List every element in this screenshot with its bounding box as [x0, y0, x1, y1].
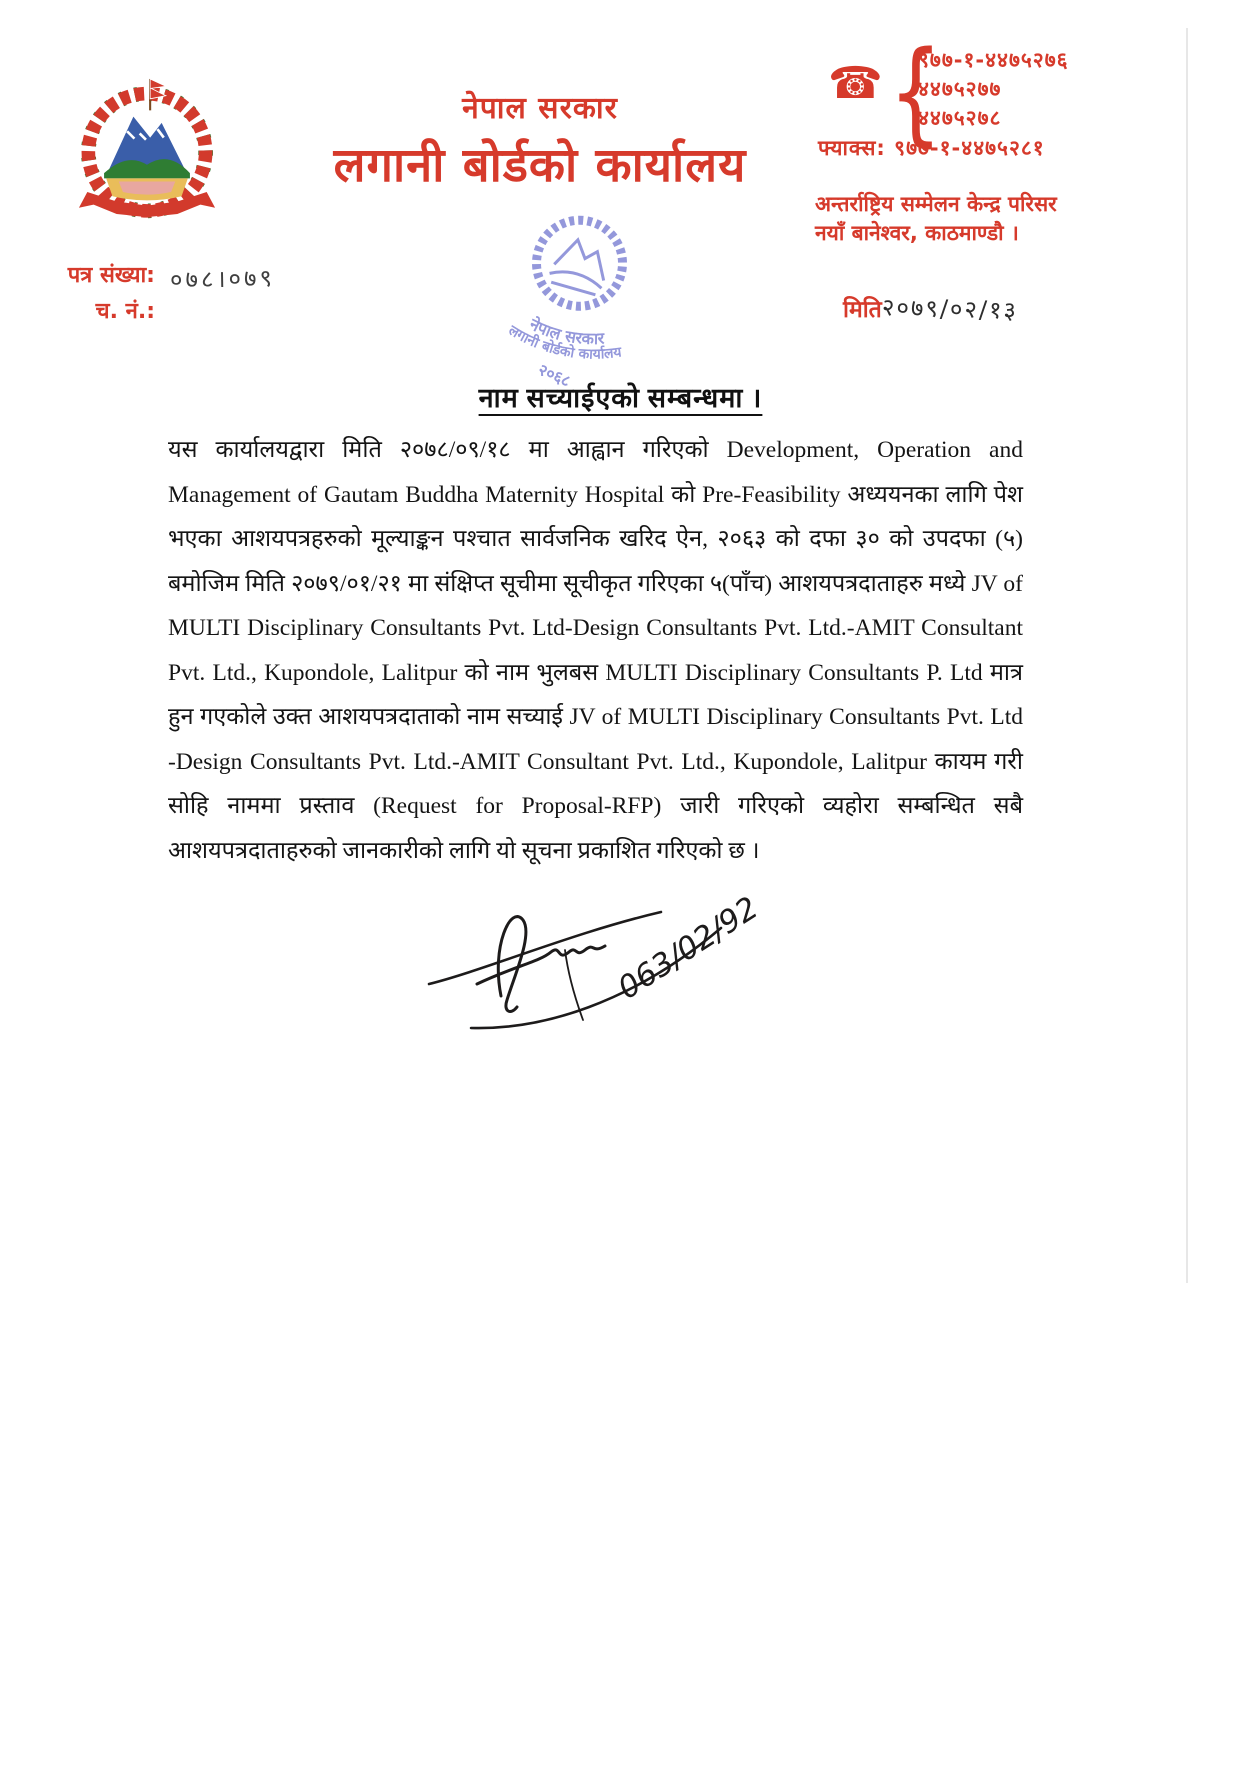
scan-artifact-line [1186, 28, 1188, 1283]
government-title: नेपाल सरकार [462, 91, 618, 126]
phone-number-1: ९७७-१-४४७५२७६ [918, 48, 1069, 72]
svg-text:लगानी बोर्डको कार्यालय [503, 313, 628, 377]
letter-number-value: ०७८।०७९ [169, 264, 276, 294]
letter-number-label: पत्र संख्या: [67, 263, 155, 288]
date-label: मिति [843, 297, 882, 323]
date-value: २०७९/०२/१३ [881, 293, 1019, 325]
phone-brace: { [888, 28, 943, 158]
reference-labels [40, 258, 155, 330]
office-stamp [452, 206, 702, 396]
ref-number-label: च. नं.: [95, 299, 155, 324]
office-address [815, 190, 1085, 248]
signature-date: 063/02/92 [611, 889, 765, 1007]
phone-number-2: ४४७५२७७ [918, 77, 1002, 101]
letterhead-titles [230, 86, 850, 195]
office-title: लगानी बोर्डको कार्यालय [333, 138, 747, 193]
subject-line: नाम सच्याईएको सम्बन्धमा । [478, 383, 763, 413]
address-line-2: नयाँ बानेश्वर, काठमाण्डौ । [815, 221, 1019, 245]
fax-label: फ्याक्स: [818, 136, 886, 160]
date-row [843, 292, 1018, 325]
telephone-icon: ☎ [828, 58, 883, 109]
fax-line [818, 134, 1045, 162]
letter-body-paragraph: यस कार्यालयद्वारा मिति २०७८/०९/१८ मा आह्वान गरिएको Development, Operation and Management of Gautam Buddha Maternity Hospital को Pre-Feasibility अध्ययनका लागि पेश भएका आशयपत्रहरुको मूल्याङ्कन पश्चात सार्वजनिक खरिद ऐन, २०६३ को दफा ३० को उपदफा (५) बमोजिम मिति २०७९/०१/२१ मा संक्षिप्त सूचीमा सूचीकृत गरिएका ५(पाँच) आशयपत्रदाताहरु मध्ये JV of MULTI Disciplinary Consultants Pvt. Ltd-Design Consultants Pvt. Ltd.-AMIT Consultant Pvt. Ltd., Kupondole, Lalitpur को नाम भुलबस MULTI Disciplinary Consultants P. Ltd मात्र हुन गएकोले उक्त आशयपत्रदाताको नाम सच्याई JV of MULTI Disciplinary Consultants Pvt. Ltd -Design Consultants Pvt. Ltd.-AMIT Consultant Pvt. Ltd., Kupondole, Lalitpur कायम गरी सोहि नाममा प्रस्ताव (Request for Proposal-RFP) जारी गरिएको व्यहोरा सम्बन्धित सबै आशयपत्रदाताहरुको जानकारीको लागि यो सूचना प्रकाशित गरिएको छ । [168, 437, 1023, 864]
handwritten-signature [415, 888, 795, 1048]
phone-number-3: ४४७५२७८ [918, 106, 1002, 130]
stamp-text-bottom: लगानी बोर्डको कार्यालय [505, 322, 623, 363]
address-line-1: अन्तर्राष्ट्रिय सम्मेलन केन्द्र परिसर [815, 192, 1057, 216]
fax-number: ९७७-१-४४७५२८१ [894, 136, 1045, 160]
stamp-year: २०६८ [535, 359, 574, 391]
phone-numbers [918, 46, 1069, 133]
stamp-text-top: नेपाल सरकार [526, 314, 605, 349]
nepal-emblem-logo [58, 68, 236, 226]
